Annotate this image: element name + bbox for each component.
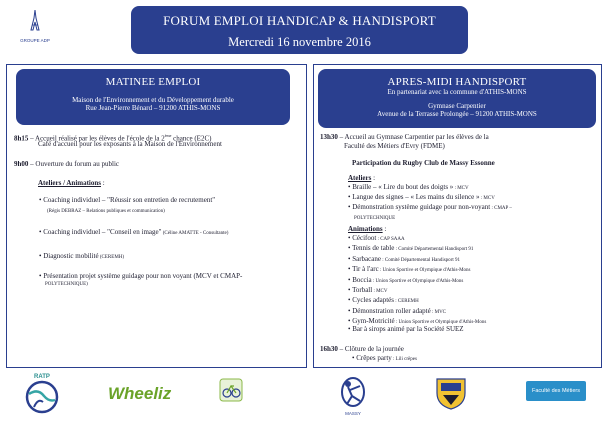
item-text: – Ouverture du forum au public <box>28 160 119 168</box>
item-text: Langue des signes – « Les mains du silence » <box>352 193 480 202</box>
morning-venue: Maison de l'Environnement et du Développement durable <box>72 96 234 104</box>
item-sub: POLYTECHNIQUE <box>354 215 396 221</box>
event-date: Mercredi 16 novembre 2016 <box>228 35 371 49</box>
event-title: FORUM EMPLOI HANDICAP & HANDISPORT <box>163 13 436 28</box>
ratp-text: RATP <box>34 374 50 380</box>
ratp-logo <box>22 374 62 418</box>
ateliers-list <box>348 183 512 222</box>
item-text: Démonstration système guidage pour non-voyant <box>352 203 491 212</box>
workshop-text: Présentation projet système guidage pour non voyant (MCV et CMAP- <box>43 272 243 280</box>
item-sub: : Union Sportive et Olympique d'Athis-Mons <box>378 268 471 274</box>
wheeliz-logo: Wheeliz <box>108 384 172 403</box>
ateliers-heading <box>348 174 375 182</box>
list-item: • Tennis de table : Comité Départemental Handisport 91 <box>348 244 474 253</box>
item-sub: : MCV <box>372 289 388 295</box>
workshop-1: • Coaching individuel – "Réussir son entretien de recrutement" <box>39 196 216 204</box>
colon: : <box>382 225 387 233</box>
morning-item-1-line2: Café d'accueil pour les exposants à la Maison de l'Environnement <box>38 140 222 148</box>
afternoon-header <box>318 69 596 128</box>
massy-text: MASSY <box>345 411 361 416</box>
time-label: 9h00 <box>14 160 29 168</box>
list-item: • Braille – « Lire du bout des doigts » : MCV <box>348 183 469 191</box>
rugby-participation <box>352 159 495 167</box>
faculte-text: Faculté des Métiers <box>532 388 580 394</box>
workshop-text: Coaching individuel – "Réussir son entretien de recrutement" <box>43 196 216 204</box>
workshop-sub: (Céline AMATTE - Consultante) <box>161 231 229 236</box>
workshop-3: • Diagnostic mobilité (CEREMH) <box>39 252 125 260</box>
item-text: Sarbacane <box>352 254 381 263</box>
list-item: • Tir à l'arc : Union Sportive et Olympique d'Athis-Mons <box>348 265 471 274</box>
ateliers-label: Ateliers <box>348 174 372 182</box>
morning-title: MATINEE EMPLOI <box>105 76 201 88</box>
closing-item <box>320 345 404 353</box>
item-text-end: chance (E2C) <box>171 134 212 143</box>
item-sub: : CEREMH <box>394 299 419 305</box>
afternoon-title: APRES-MIDI HANDISPORT <box>387 76 527 88</box>
groupe-adp-text: GROUPE ADP <box>20 38 50 43</box>
bar-text: Bar à sirops animé par la Société SUEZ <box>352 325 464 333</box>
crepes-sub: : Lili crêpes <box>391 357 417 362</box>
item-text: Tennis de table <box>352 244 395 253</box>
morning-header <box>16 69 290 125</box>
workshop-4-line2: POLYTECHNIQUE) <box>45 282 88 287</box>
item-text: Braille – « Lire du bout des doigts » <box>352 183 454 191</box>
workshop-text: Diagnostic mobilité <box>43 252 99 260</box>
item-text: – Accueil réalisé par les élèves de l'école de la 2 <box>28 134 165 143</box>
workshop-2: • Coaching individuel – "Conseil en image" (Céline AMATTE - Consultante) <box>39 228 229 236</box>
massy-logo <box>335 374 371 416</box>
faculte-logo <box>526 381 586 401</box>
usoam-crest-logo <box>435 375 467 416</box>
list-item: • Sarbacane : Comité Départemental Handisport 91 <box>348 254 460 263</box>
morning-item-2 <box>14 160 119 168</box>
event-header <box>131 6 468 54</box>
afternoon-item-1 <box>320 133 489 141</box>
list-item: • Langue des signes – « Les mains du silence » : MCV <box>348 193 495 202</box>
groupe-adp-logo <box>18 10 52 43</box>
colon: : <box>101 179 105 187</box>
rugby-player-icon <box>336 374 370 410</box>
rugby-text: Participation du Rugby Club de Massy Essonne <box>352 159 495 167</box>
item-text: Cécifoot <box>352 234 377 242</box>
item-text: – Accueil au Gymnase Carpentier par les élèves de la <box>337 133 489 141</box>
sirop-bar: • Bar à sirops animé par la Société SUEZ <box>348 325 464 333</box>
time-label: 13h30 <box>320 133 338 141</box>
item-sub: : Comité Départemental Handisport 91 <box>394 247 474 253</box>
superscript: ème <box>164 133 172 138</box>
workshop-4: • Présentation projet système guidage pour non voyant (MCV et CMAP- <box>39 272 243 280</box>
item-sub: : CMAP – <box>490 206 512 212</box>
item-text: Boccia <box>352 275 372 284</box>
item-sub: : MCV <box>453 186 469 191</box>
workshop-1-sub: (Régis DEBRAZ – Relations publiques et communication) <box>47 209 165 214</box>
crepes-item: • Crêpes party : Lili crêpes <box>352 354 417 362</box>
ratp-icon <box>24 380 60 414</box>
workshops-heading <box>38 179 105 187</box>
morning-address: Rue Jean-Pierre Bénard – 91200 ATHIS-MONS <box>85 104 221 112</box>
workshop-text: Coaching individuel – "Conseil en image" <box>43 228 162 236</box>
item-sub: : Union Sportive et Olympique d'Athis-Mons <box>394 320 487 326</box>
animations-list <box>348 234 486 328</box>
workshops-label: Ateliers / Animations <box>38 179 101 187</box>
item-text: Gym-Motricité <box>352 317 395 326</box>
afternoon-item-1-line2: Faculté des Métiers d'Evry (FDME) <box>344 142 445 150</box>
item-text: Démonstration roller adapté <box>352 306 431 315</box>
workshop-sub: (CEREMH) <box>98 255 125 260</box>
closing-text: – Clôture de la journée <box>337 345 404 353</box>
list-item: • Cécifoot : CAP SAAA <box>348 234 405 242</box>
item-sub: : MCV <box>479 196 495 202</box>
tower-icon <box>28 10 42 32</box>
list-item: • Démonstration système guidage pour non-voyant : CMAP – <box>348 203 512 212</box>
list-item: • Torball : MCV <box>348 286 388 295</box>
list-item: • Boccia : Union Sportive et Olympique d'Athis-Mons <box>348 275 464 284</box>
afternoon-address: Avenue de la Terrasse Prolongée – 91200 ATHIS-MONS <box>377 110 537 118</box>
list-item: • Démonstration roller adapté : MVC <box>348 306 447 315</box>
list-item: • Gym-Motricité : Union Sportive et Olympique d'Athis-Mons <box>348 317 487 326</box>
animations-label: Animations <box>348 225 383 233</box>
item-sub: : Comité Départemental Handisport 91 <box>380 257 460 263</box>
afternoon-venue: Gymnase Carpentier <box>428 102 486 110</box>
colon: : <box>371 174 376 182</box>
list-item: • Cycles adaptés : CEREMH <box>348 296 419 305</box>
time-label: 8h15 <box>14 134 29 143</box>
bicycle-icon <box>219 378 243 402</box>
crepes-text: Crêpes party <box>356 354 392 362</box>
item-sub: : MVC <box>430 309 447 315</box>
item-text: Tir à l'arc <box>352 265 379 274</box>
sponsor-logos <box>0 372 606 423</box>
crest-icon <box>435 375 467 411</box>
item-sub: : Union Sportive et Olympique d'Athis-Mons <box>371 278 464 284</box>
item-text: Cycles adaptés <box>352 296 394 305</box>
cycles-logo <box>219 378 243 407</box>
list-item <box>348 214 512 222</box>
item-text: Torball <box>352 286 373 295</box>
time-label: 16h30 <box>320 345 338 353</box>
item-sub: : CAP SAAA <box>376 237 405 242</box>
afternoon-partner: En partenariat avec la commune d'ATHIS-MONS <box>387 88 527 96</box>
animations-heading <box>348 225 386 233</box>
